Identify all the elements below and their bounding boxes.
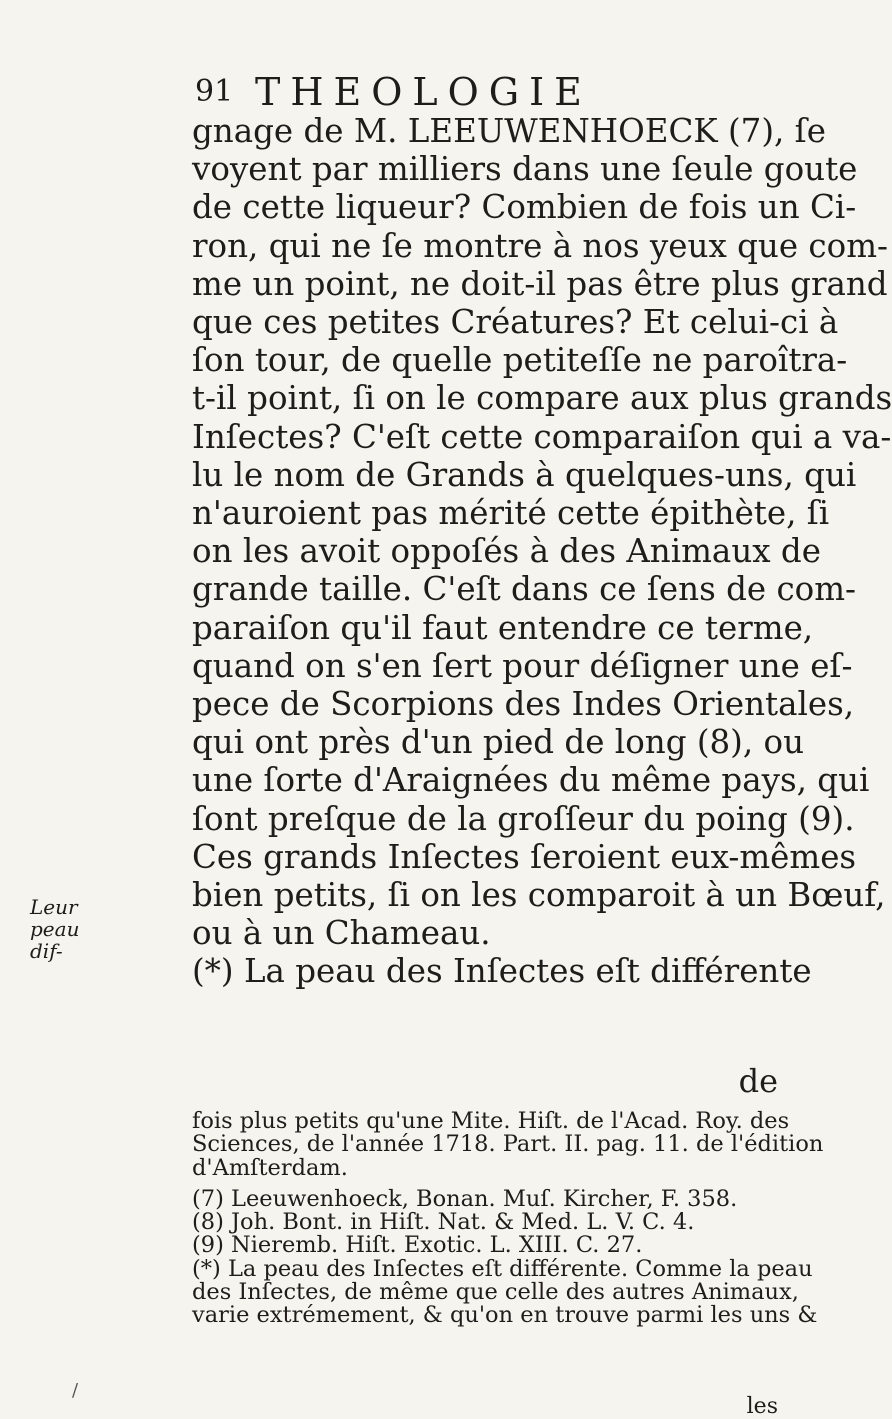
body-line: une ſorte d'Araignées du même pays, qui [192, 761, 870, 800]
footnote-line: Sciences, de l'année 1718. Part. II. pag. 11. de l'édition [192, 1131, 824, 1158]
body-line: ron, qui ne ſe montre à nos yeux que com- [192, 226, 888, 265]
footnote-line: des Inſectes, de même que celle des autres Animaux, [192, 1279, 799, 1306]
body-line: (*) La peau des Inſectes eſt différente [192, 952, 812, 991]
body-line: on les avoit oppoſés à des Animaux de [192, 532, 821, 571]
footnotes [192, 1108, 824, 1329]
body-line: quand on s'en ſert pour déſigner une eſ- [192, 646, 853, 685]
body-line: voyent par milliers dans une ſeule goute [192, 150, 858, 189]
body-line: n'auroient pas mérité cette épithète, ſi [192, 494, 830, 533]
page-header [195, 70, 755, 114]
margin-note: Leur peau dif- [30, 895, 80, 963]
footnote-line: (8) Joh. Bont. in Hiſt. Nat. & Med. L. V. C. 4. [192, 1209, 695, 1236]
catchword: de [738, 1062, 778, 1100]
body-line: bien petits, ſi on les comparoit à un Bœuf, [192, 876, 886, 915]
footnotes-catchword: les [746, 1394, 778, 1419]
page-number: 91 [195, 74, 234, 109]
body-line: gnage de M. LEEUWENHOECK (7), ſe [192, 112, 826, 150]
body-line: t-il point, ſi on le compare aux plus grands [192, 379, 892, 418]
footnote-line: varie extrémement, & qu'on en trouve parmi les uns & [192, 1302, 818, 1329]
body-line: que ces petites Créatures? Et celui-ci à [192, 303, 839, 342]
body-line: Ces grands Inſectes ſeroient eux-mêmes [192, 837, 857, 876]
body-line: me un point, ne doit-il pas être plus grand [192, 264, 888, 303]
footnote-line: (*) La peau des Inſectes eſt différente. Comme la peau [192, 1255, 813, 1282]
body-line: lu le nom de Grands à quelques-uns, qui [192, 455, 857, 494]
footnote-line: (9) Nieremb. Hiſt. Exotic. L. XIII. C. 27. [192, 1232, 643, 1259]
body-line: ſont preſque de la groſſeur du poing (9). [192, 799, 855, 838]
body-text [192, 112, 892, 991]
body-line: paraiſon qu'il faut entendre ce terme, [192, 608, 814, 647]
body-line: qui ont près d'un pied de long (8), ou [192, 723, 805, 762]
body-line: Inſectes? C'eſt cette comparaiſon qui a va- [192, 417, 892, 456]
body-line: ſon tour, de quelle petiteſſe ne paroîtra- [192, 341, 848, 380]
footnote-line: (7) Leeuwenhoeck, Bonan. Muſ. Kircher, F. 358. [192, 1185, 738, 1212]
footnote-line: d'Amſterdam. [192, 1154, 348, 1181]
ink-mark: / [72, 1380, 79, 1401]
footnote-line: fois plus petits qu'une Mite. Hiſt. de l'Acad. Roy. des [192, 1108, 790, 1134]
body-line: ou à un Chameau. [192, 914, 491, 953]
body-line: pece de Scorpions des Indes Orientales, [192, 685, 855, 724]
running-head: THEOLOGIE [255, 70, 592, 114]
body-line: de cette liqueur? Combien de fois un Ci- [192, 188, 857, 227]
body-line: grande taille. C'eſt dans ce ſens de com- [192, 570, 857, 609]
